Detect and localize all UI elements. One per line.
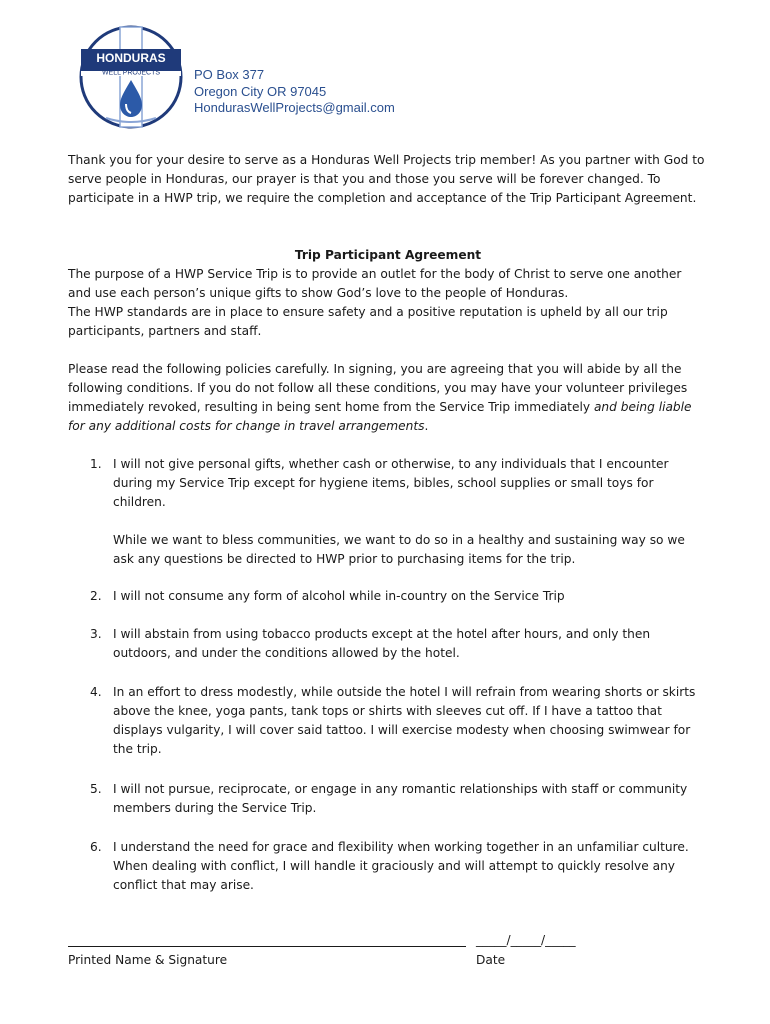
item-number: 1.	[90, 457, 102, 471]
item-note: While we want to bless communities, we want to do so in a healthy and sustaining way so we ask any questions be directed to HWP prior to purchasing items for the trip.	[113, 533, 685, 566]
address-email: HondurasWellProjects@gmail.com	[194, 100, 395, 115]
item-text: I will not pursue, reciprocate, or engage in any romantic relationships with staff or community members during the Service Trip.	[113, 782, 688, 815]
item-number: 2.	[90, 589, 102, 603]
honduras-well-projects-logo	[76, 22, 186, 132]
agreement-title: Trip Participant Agreement	[294, 248, 482, 262]
date-field[interactable]: _____/_____/_____	[476, 933, 576, 947]
purpose-text: The purpose of a HWP Service Trip is to provide an outlet for the body of Christ to serve one another and use each person’s unique gifts to show God’s love to the people of Honduras.	[68, 267, 682, 300]
item-number: 3.	[90, 627, 102, 641]
item-number: 6.	[90, 840, 102, 854]
policies-end: .	[424, 419, 429, 433]
intro-paragraph	[68, 151, 708, 208]
logo-line1: HONDURAS	[96, 51, 166, 65]
item-number: 5.	[90, 782, 102, 796]
item-number: 4.	[90, 685, 102, 699]
signature-underline	[68, 946, 466, 947]
policies-italic-text: and being liable for any additional costs for change in travel arrangements	[68, 400, 692, 433]
item-text: I will not give personal gifts, whether cash or otherwise, to any individuals that I encounter during my Service Trip except for hygiene items, bibles, school supplies or small toys for children.	[113, 457, 669, 509]
standards-text: The HWP standards are in place to ensure safety and a positive reputation is upheld by all our trip participants, partners and staff.	[68, 305, 668, 338]
date-label: Date	[476, 953, 506, 967]
item-text: I understand the need for grace and flexibility when working together in an unfamiliar culture. When dealing with conflict, I will handle it graciously and will attempt to quickly resolve any conflict that may arise.	[113, 840, 689, 892]
policies-main-text: Please read the following policies carefully. In signing, you are agreeing that you will abide by all the following conditions. If you do not follow all these conditions, you may have your volunteer privileges immediately revoked, resulting in being sent home from the Service Trip immediately	[68, 362, 688, 414]
logo-line2: WELL PROJECTS	[101, 69, 161, 77]
intro-text: Thank you for your desire to serve as a Honduras Well Projects trip member! As you partner with God to serve people in Honduras, our prayer is that you and those you serve will be forever changed. To participate in a HWP trip, we require the completion and acceptance of the Trip Participant Agreement.	[68, 153, 705, 205]
address-block	[194, 67, 395, 117]
printed-name-signature-label: Printed Name & Signature	[68, 953, 228, 967]
purpose-section	[68, 265, 708, 341]
address-city: Oregon City OR 97045	[194, 83, 327, 99]
policies-text	[68, 360, 708, 436]
item-text: I will abstain from using tobacco products except at the hotel after hours, and only then outdoors, and under the conditions allowed by the hotel.	[113, 627, 651, 660]
item-text: I will not consume any form of alcohol while in-country on the Service Trip	[113, 589, 565, 603]
address-po-box: PO Box 377	[194, 67, 265, 82]
item-text: In an effort to dress modestly, while outside the hotel I will refrain from wearing shorts or skirts above the knee, yoga pants, tank tops or shirts with sleeves cut off. If I have a tattoo that displays vulgarity, I will cover said tattoo. I will exercise modesty when choosing swimwear for the trip.	[113, 685, 696, 756]
policies-paragraph	[68, 360, 708, 436]
